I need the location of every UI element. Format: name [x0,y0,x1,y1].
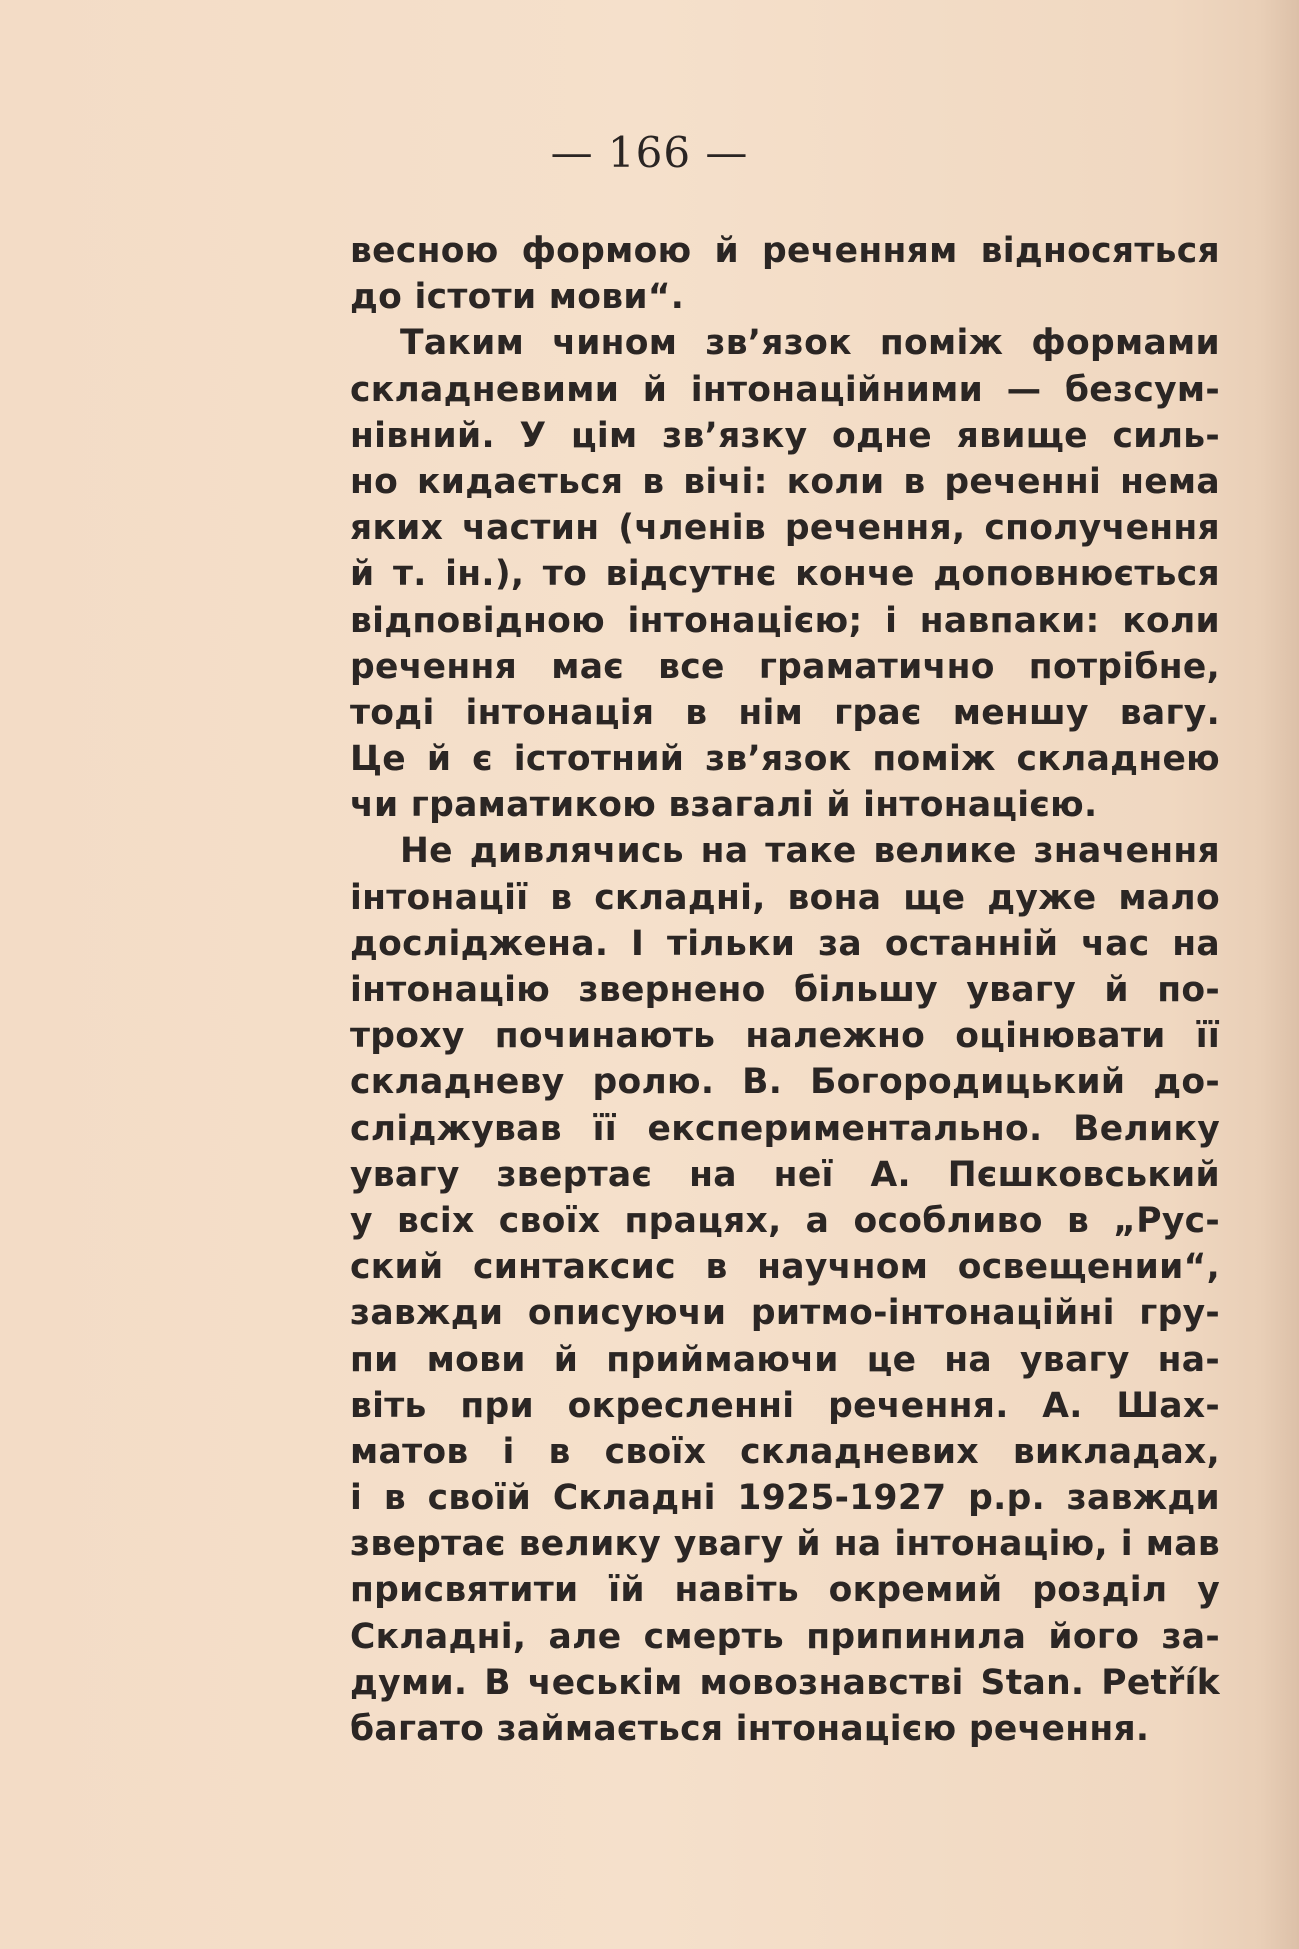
text-line: звертає велику увагу й на інтонацію, і мав [350,1524,1220,1565]
text-line: Це й є істотний зв’язок поміж складнею [350,739,1220,780]
text-line: до істоти мови“. [350,277,685,318]
text-line: інтонацію звернено більшу увагу й по- [350,970,1220,1010]
paragraph-2 [350,320,1220,828]
text-line: і в своїй Складні 1925-1927 р.р. завжди [350,1478,1220,1519]
text-line: складневу ролю. В. Богородицький до- [350,1062,1220,1103]
text-line: завжди описуючи ритмо-інтонаційні гру- [350,1293,1220,1334]
page-number: — 166 — [550,128,749,177]
text-line: Не дивлячись на таке велике значення [400,831,1220,872]
text-line: яких частин (членів речення, сполучення [350,508,1220,549]
text-line: матов і в своїх складневих викладах, [350,1431,1220,1472]
text-line: складневими й інтонаційними — безсум- [350,369,1220,410]
text-line: Складні, але смерть припинила його за- [350,1616,1220,1657]
paragraph-1 [350,228,1220,320]
text-line: троху починають належно оцінювати її [350,1016,1220,1057]
text-line: відповідною інтонацією; і навпаки: коли [350,600,1220,641]
text-line: присвятити їй навіть окремий розділ у [350,1570,1220,1611]
text-line: й т. ін.), то відсутнє конче доповнюється [350,554,1220,595]
text-line: досліджена. І тільки за останній час на [350,923,1220,964]
text-line: багато займається інтонацією речення. [350,1709,1150,1749]
text-line: речення має все граматично потрібне, [350,646,1220,687]
text-line: думи. В чеськім мовознавстві Stan. Petřík [350,1662,1220,1703]
body-text [350,228,1220,1752]
text-line: Таким чином зв’язок поміж формами [400,323,1220,364]
text-line: нівний. У цім зв’язку одне явище силь- [350,415,1220,456]
text-line: сліджував її експериментально. Велику [350,1108,1220,1149]
text-line: пи мови й приймаючи це на увагу на- [350,1339,1220,1380]
text-line: ский синтаксис в научном освещении“, [350,1247,1220,1288]
text-line: тоді інтонація в нім грає меншу вагу. [350,692,1220,733]
text-line: віть при окресленні речення. А. Шах- [350,1385,1220,1426]
paragraph-3 [350,828,1220,1752]
text-line: увагу звертає на неї А. Пєшковський [350,1154,1220,1195]
text-line: чи граматикою взагалі й інтонацією. [350,785,1098,826]
text-line: весною формою й реченням відносяться [350,231,1220,271]
text-line: у всіх своїх працях, а особливо в „Рус- [350,1200,1220,1241]
text-line: но кидається в вічі: коли в реченні нема [350,461,1220,502]
text-line: інтонації в складні, вона ще дуже мало [350,877,1220,918]
